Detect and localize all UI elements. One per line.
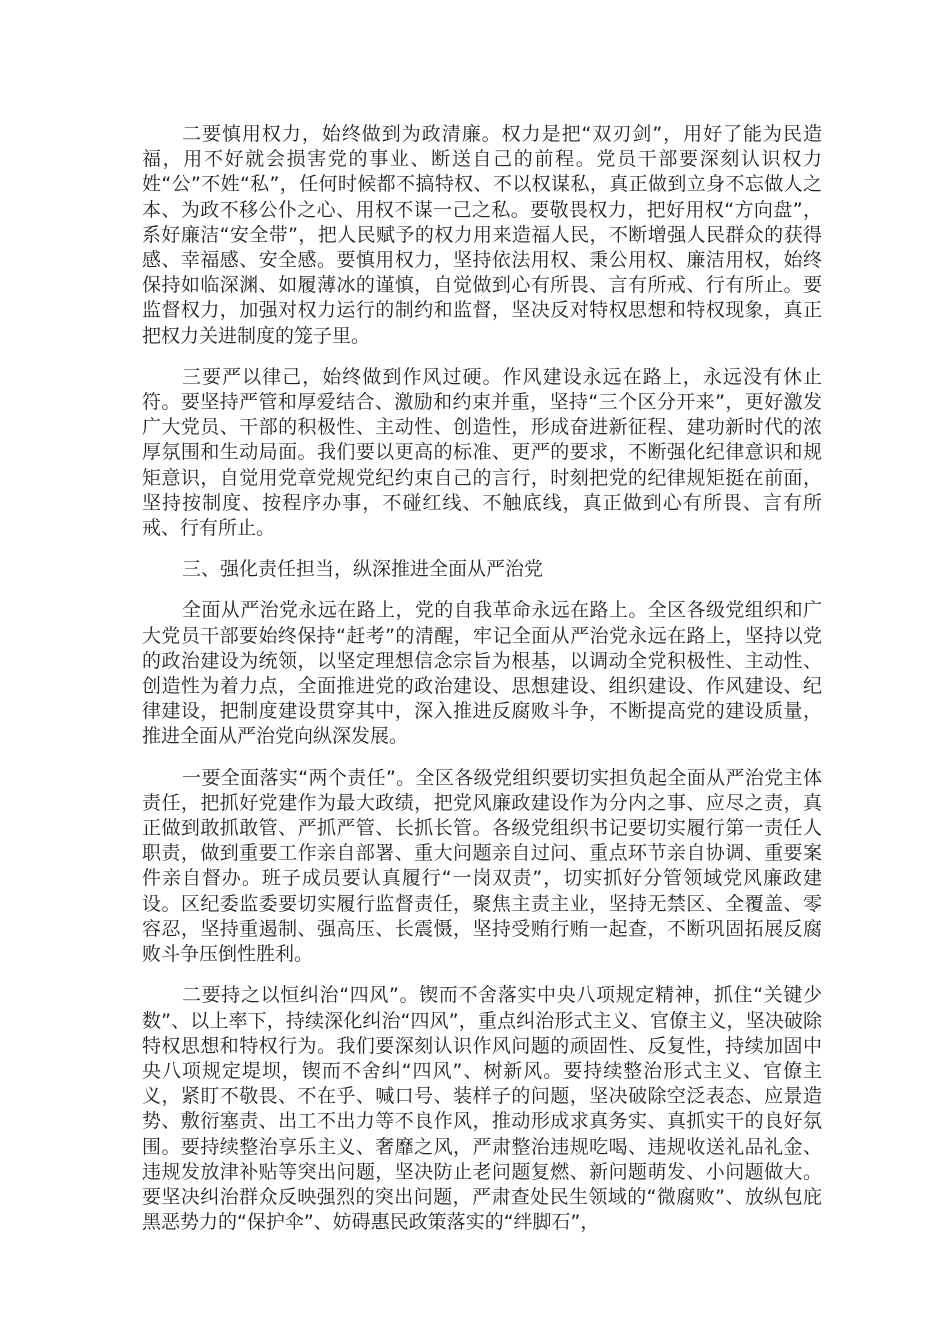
- paragraph-use-power-cautiously: 二要慎用权力，始终做到为政清廉。权力是把“双刃剑”，用好了能为民造福，用不好就会损害党的事业、断送自己的前程。党员干部要深刻认识权力姓“公”不姓“私”，任何时候都不搞特权、不以权谋私，真正做到立身不忘做人之本、为政不移公仆之心、用权不谋一己之私。要敬畏权力，把好用权“方向盘”，系好廉洁“安全带”，把人民赋予的权力用来造福人民，不断增强人民群众的获得感、幸福感、安全感。要慎用权力，坚持依法用权、秉公用权、廉洁用权，始终保持如临深渊、如履薄冰的谨慎，自觉做到心有所畏、言有所戒、行有所止。要监督权力，加强对权力运行的制约和监督，坚决反对特权思想和特权现象，真正把权力关进制度的笼子里。: [142, 123, 822, 347]
- document-page: [142, 122, 822, 1251]
- paragraph-two-responsibilities: 一要全面落实“两个责任”。全区各级党组织要切实担负起全面从严治党主体责任，把抓好党建作为最大政绩，把党风廉政建设作为分内之事、应尽之责，真正做到敢抓敢管、严抓严管、长抓长管。各级党组织书记要切实履行第一责任人职责，做到重要工作亲自部署、重大问题亲自过问、重点环节亲自协调、重要案件亲自督办。班子成员要认真履行“一岗双责”，切实抓好分管领域党风廉政建设。区纪委监委要切实履行监督责任，聚焦主责主业，坚持无禁区、全覆盖、零容忍，坚持重遏制、强高压、长震慑，坚持受贿行贿一起查，不断巩固拓展反腐败斗争压倒性胜利。: [142, 766, 822, 966]
- paragraph-self-discipline: 三要严以律己，始终做到作风过硬。作风建设永远在路上，永远没有休止符。要坚持严管和厚爱结合、激励和约束并重，坚持“三个区分开来”，更好激发广大党员、干部的积极性、主动性、创造性，形成奋进新征程、建功新时代的浓厚氛围和生动局面。我们要以更高的标准、更严的要求，不断强化纪律意识和规矩意识，自觉用党章党规党纪约束自己的言行，时刻把党的纪律规矩挺在前面，坚持按制度、按程序办事，不碰红线、不触底线，真正做到心有所畏、言有所戒、行有所止。: [142, 365, 822, 540]
- paragraph-section-intro: 全面从严治党永远在路上，党的自我革命永远在路上。全区各级党组织和广大党员干部要始终保持“赶考”的清醒，牢记全面从严治党永远在路上，坚持以党的政治建设为统领，以坚定理想信念宗旨为根基，以调动全党积极性、主动性、创造性为着力点，全面推进党的政治建设、思想建设、组织建设、作风建设、纪律建设，把制度建设贯穿其中，深入推进反腐败斗争，不断提高党的建设质量，推进全面从严治党向纵深发展。: [142, 599, 822, 748]
- paragraph-four-winds: 二要持之以恒纠治“四风”。锲而不舍落实中央八项规定精神，抓住“关键少数”、以上率下，持续深化纠治“四风”，重点纠治形式主义、官僚主义，坚决破除特权思想和特权行为。我们要深刻认识作风问题的顽固性、反复性，持续加固中央八项规定堤坝，锲而不舍纠“四风”、树新风。要持续整治形式主义、官僚主义，紧盯不敬畏、不在乎、喊口号、装样子的问题，坚决破除空泛表态、应景造势、敷衍塞责、出工不出力等不良作风，推动形成求真务实、真抓实干的良好氛围。要持续整治享乐主义、奢靡之风，严肃整治违规吃喝、违规收送礼品礼金、违规发放津补贴等突出问题，坚决防止老问题复燃、新问题萌发、小问题做大。要坚决纠治群众反映强烈的突出问题，严肃查处民生领域的“微腐败”、放纵包庇黑恶势力的“保护伞”、妨碍惠民政策落实的“绊脚石”，: [142, 984, 822, 1234]
- section-heading: 三、强化责任担当，纵深推进全面从严治党: [182, 558, 544, 581]
